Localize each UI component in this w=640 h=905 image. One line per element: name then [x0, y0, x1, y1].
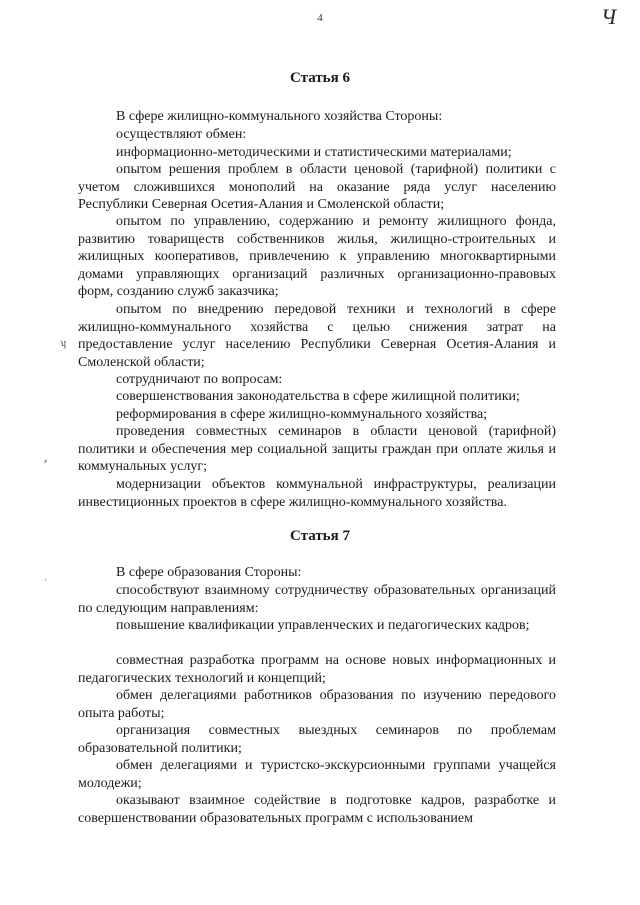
handwritten-page-mark: Ч	[601, 4, 617, 29]
scan-speck: ʾ	[44, 578, 48, 589]
paragraph: сотрудничают по вопросам:	[116, 372, 283, 387]
paragraph: опытом по внедрению передовой техники и технологий в сфере жилищно-коммунального хозяйства с целью снижения затрат на предоставление услуг населению Республики Северная Осетия-Алания и Смоленской области;	[78, 302, 556, 370]
scan-speck: ⸗	[44, 456, 48, 467]
paragraph: повышение квалификации управленческих и педагогических кадров;	[116, 618, 530, 633]
paragraph: способствуют взаимному сотрудничеству образовательных организаций по следующим направлениям:	[78, 583, 556, 616]
paragraph: модернизации объектов коммунальной инфраструктуры, реализации инвестиционных проектов в сфере жилищно-коммунального хозяйства.	[78, 477, 556, 510]
page-number: 4	[317, 12, 323, 24]
paragraph: опытом решения проблем в области ценовой (тарифной) политики с учетом сложившихся монополий на оказание ряда услуг населению Республики Северная Осетия-Алания и Смоленской области;	[78, 162, 556, 213]
paragraph: совершенствования законодательства в сфере жилищной политики;	[116, 389, 520, 404]
paragraph: обмен делегациями и туристско-экскурсионными группами учащейся молодежи;	[78, 758, 556, 791]
paragraph: проведения совместных семинаров в области ценовой (тарифной) политики и обеспечения мер социальной защиты граждан при оплате жилья и коммунальных услуг;	[78, 424, 556, 475]
paragraph: организация совместных выездных семинаров по проблемам образовательной политики;	[78, 723, 556, 756]
paragraph: осуществляют обмен:	[116, 127, 247, 142]
article-7-heading: Статья 7	[290, 528, 350, 544]
scan-speck: ʮ	[60, 338, 67, 349]
paragraph: совместная разработка программ на основе новых информационных и педагогических технологий и концепций;	[78, 653, 556, 686]
paragraph: информационно-методическими и статистическими материалами;	[116, 145, 512, 160]
paragraph: В сфере жилищно-коммунального хозяйства Стороны:	[116, 109, 443, 124]
paragraph: оказывают взаимное содействие в подготовке кадров, разработке и совершенствовании образовательных программ с использованием	[78, 793, 556, 826]
article-6-heading: Статья 6	[290, 70, 350, 86]
paragraph: обмен делегациями работников образования по изучению передового опыта работы;	[78, 688, 556, 721]
paragraph: реформирования в сфере жилищно-коммунального хозяйства;	[116, 407, 488, 422]
paragraph: опытом по управлению, содержанию и ремонту жилищного фонда, развитию товариществ собственников жилья, жилищно-строительных и жилищных кооперативов, привлечению к управлению многоквартирными домами управляющих организаций различных организационно-правовых форм, созданию служб заказчика;	[78, 214, 556, 300]
paragraph: В сфере образования Стороны:	[116, 565, 302, 580]
